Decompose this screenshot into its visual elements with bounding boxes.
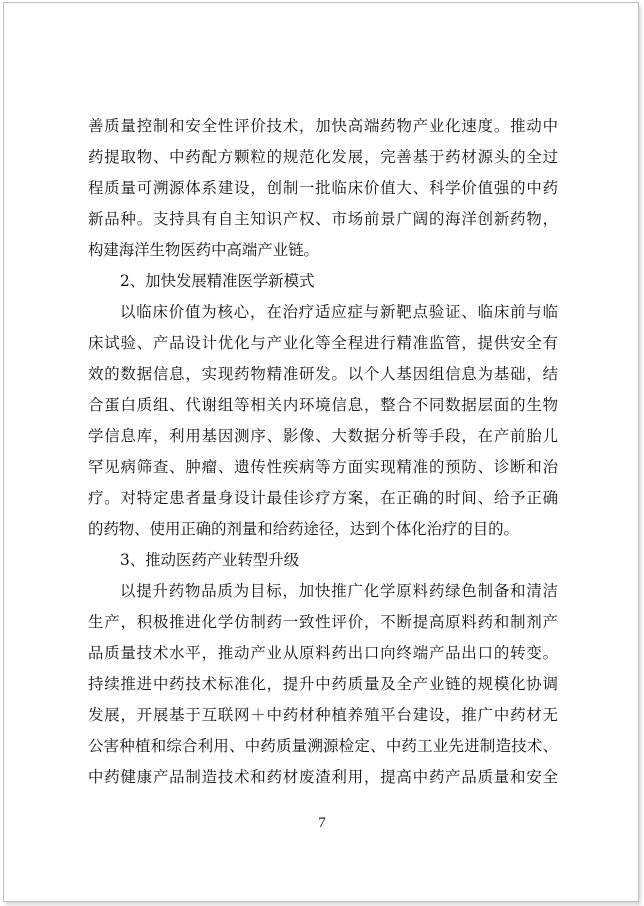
paragraph-3-line: 以提升药物品质为目标，加快推广化学原料药绿色制备和清洁 xyxy=(120,582,558,600)
paragraph-1-line: 程质量可溯源体系建设，创制一批临床价值大、科学价值强的中药 xyxy=(88,179,558,197)
paragraph-2-line: 罕见病筛查、肿瘤、遗传性疾病等方面实现精准的预防、诊断和治 xyxy=(88,458,558,476)
paragraph-1-line: 善质量控制和安全性评价技术，加快高端药物产业化速度。推动中 xyxy=(88,117,558,135)
paragraph-2-line: 学信息库，利用基因测序、影像、大数据分析等手段，在产前胎儿 xyxy=(88,427,558,445)
paragraph-1-line: 构建海洋生物医药中高端产业链。 xyxy=(88,241,319,259)
paragraph-3-line: 中药健康产品制造技术和药材废渣利用，提高中药产品质量和安全 xyxy=(88,768,558,786)
paragraph-2-line: 合蛋白质组、代谢组等相关内环境信息，整合不同数据层面的生物 xyxy=(88,396,558,414)
paragraph-3-line: 品质量技术水平，推动产业从原料药出口向终端产品出口的转变。 xyxy=(88,644,558,662)
paragraph-3-line: 生产，积极推进化学仿制药一致性评价，不断提高原料药和制剂产 xyxy=(88,613,558,631)
paragraph-3-line: 公害种植和综合利用、中药质量溯源检定、中药工业先进制造技术、 xyxy=(88,737,558,755)
paragraph-1-line: 药提取物、中药配方颗粒的规范化发展，完善基于药材源头的全过 xyxy=(88,148,558,166)
paragraph-2-line: 效的数据信息，实现药物精准研发。以个人基因组信息为基础，结 xyxy=(88,365,558,383)
page-number: 7 xyxy=(318,815,326,831)
paragraph-2-line: 疗。对特定患者量身设计最佳诊疗方案，在正确的时间、给予正确 xyxy=(88,489,558,507)
paragraph-2-line: 以临床价值为核心，在治疗适应症与新靶点验证、临床前与临 xyxy=(120,303,558,321)
paragraph-1-line: 新品种。支持具有自主知识产权、市场前景广阔的海洋创新药物， xyxy=(88,210,558,228)
paragraph-3-line: 发展，开展基于互联网＋中药材种植养殖平台建设，推广中药材无 xyxy=(88,706,558,724)
section-heading-2: 2、加快发展精准医学新模式 xyxy=(120,272,315,290)
paragraph-2-line: 的药物、使用正确的剂量和给药途径，达到个体化治疗的目的。 xyxy=(88,520,519,538)
paragraph-2-line: 床试验、产品设计优化与产业化等全程进行精准监管，提供安全有 xyxy=(88,334,558,352)
paragraph-3-line: 持续推进中药技术标准化，提升中药质量及全产业链的规模化协调 xyxy=(88,675,558,693)
section-heading-3: 3、推动医药产业转型升级 xyxy=(120,551,300,569)
